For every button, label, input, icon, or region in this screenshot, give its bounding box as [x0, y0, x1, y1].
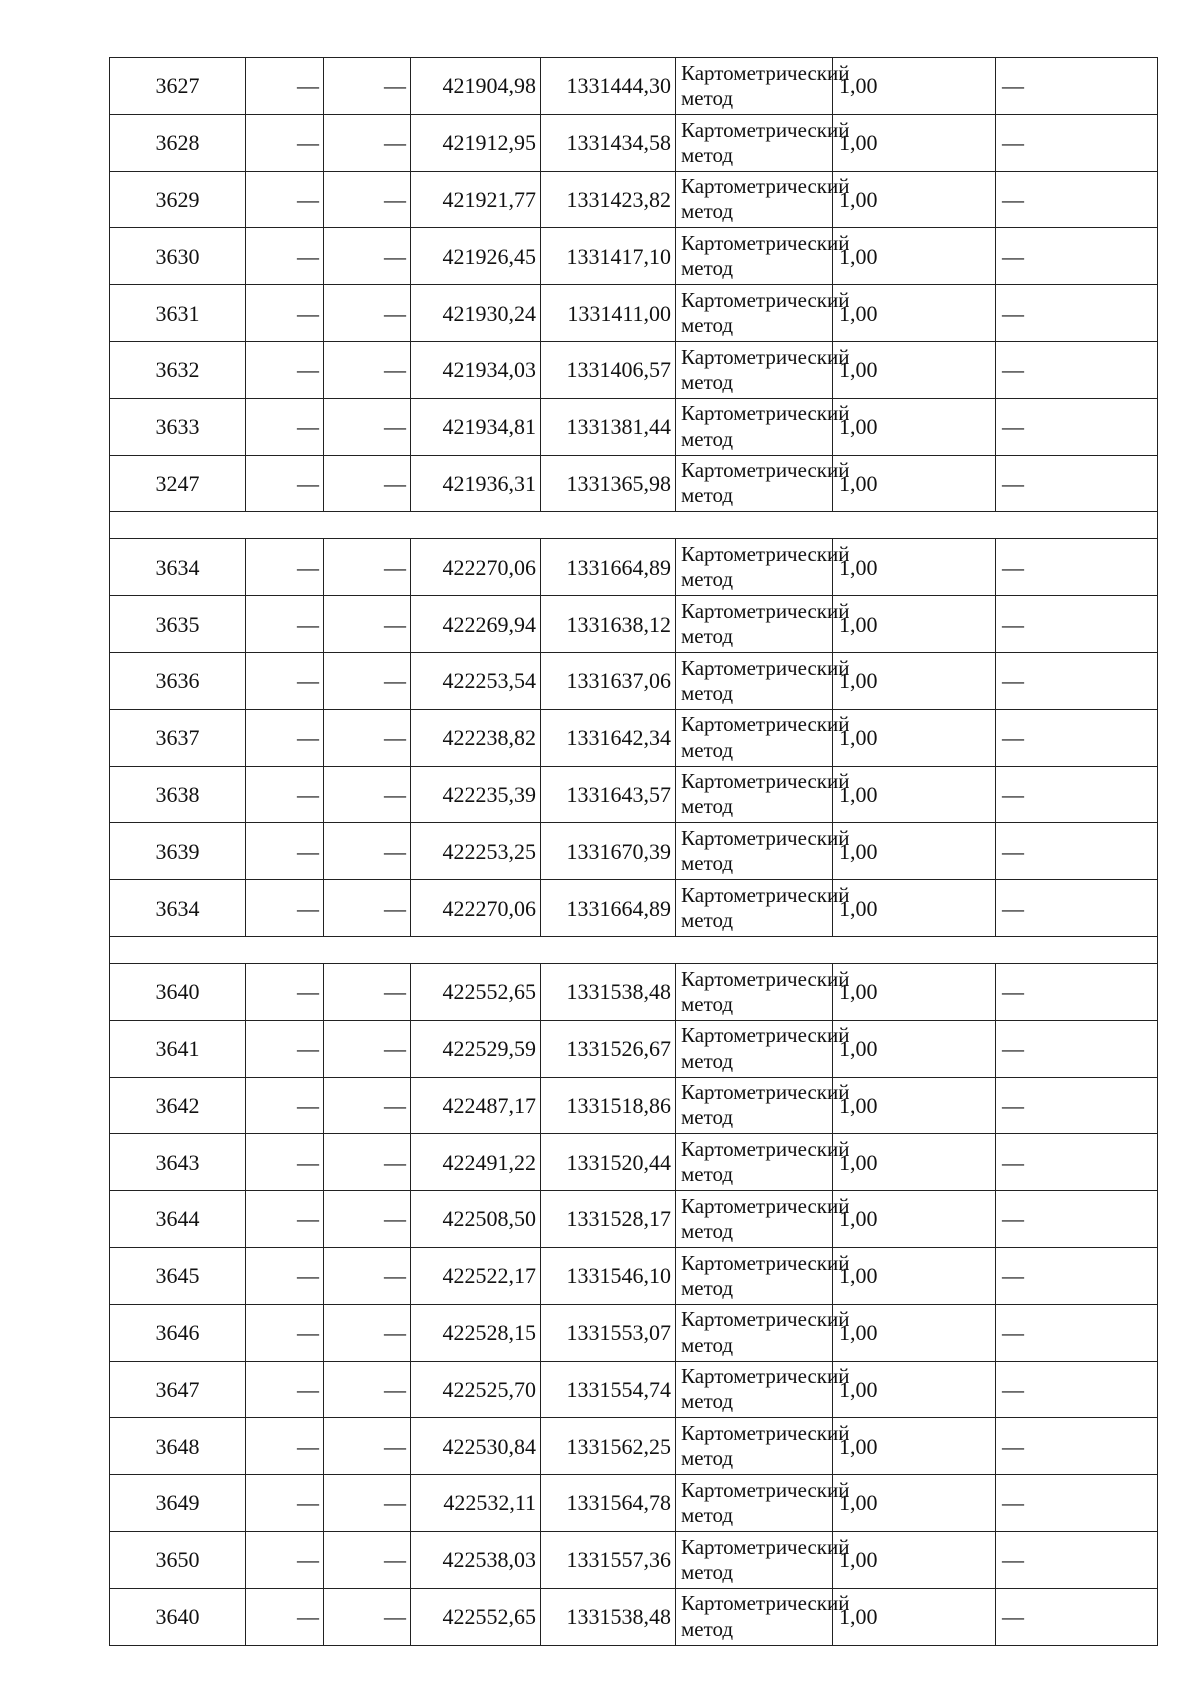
coordinate-x-cell: 422269,94 — [411, 596, 541, 653]
point-number-cell: 3645 — [110, 1247, 246, 1304]
point-number-cell: 3637 — [110, 709, 246, 766]
accuracy-cell: 1,00 — [833, 171, 996, 228]
point-number-cell: 3639 — [110, 823, 246, 880]
accuracy-cell: 1,00 — [833, 652, 996, 709]
method-cell: Картометрический метод — [676, 652, 833, 709]
accuracy-cell: 1,00 — [833, 398, 996, 455]
empty-value-cell: — — [246, 228, 324, 285]
method-cell: Картометрический метод — [676, 285, 833, 342]
empty-value-cell: — — [246, 171, 324, 228]
table-row — [110, 1588, 1158, 1645]
coordinate-x-cell: 421912,95 — [411, 114, 541, 171]
table-row — [110, 1418, 1158, 1475]
description-cell: — — [996, 341, 1158, 398]
empty-value-cell: — — [324, 596, 411, 653]
description-cell: — — [996, 171, 1158, 228]
point-number-cell: 3634 — [110, 880, 246, 937]
empty-value-cell: — — [246, 1361, 324, 1418]
empty-value-cell: — — [246, 539, 324, 596]
table-row — [110, 1077, 1158, 1134]
coordinate-y-cell: 1331538,48 — [541, 963, 676, 1020]
accuracy-cell: 1,00 — [833, 963, 996, 1020]
coordinate-x-cell: 422491,22 — [411, 1134, 541, 1191]
point-number-cell: 3647 — [110, 1361, 246, 1418]
coordinate-y-cell: 1331554,74 — [541, 1361, 676, 1418]
method-cell: Картометрический метод — [676, 709, 833, 766]
coordinate-y-cell: 1331411,00 — [541, 285, 676, 342]
empty-value-cell: — — [324, 823, 411, 880]
empty-value-cell: — — [324, 1475, 411, 1532]
empty-value-cell: — — [246, 766, 324, 823]
empty-value-cell: — — [324, 766, 411, 823]
table-row — [110, 823, 1158, 880]
description-cell: — — [996, 652, 1158, 709]
coordinate-x-cell: 421936,31 — [411, 455, 541, 512]
method-cell: Картометрический метод — [676, 1134, 833, 1191]
empty-value-cell: — — [246, 455, 324, 512]
empty-value-cell: — — [324, 1531, 411, 1588]
empty-value-cell: — — [324, 171, 411, 228]
accuracy-cell: 1,00 — [833, 1304, 996, 1361]
coordinate-y-cell: 1331526,67 — [541, 1020, 676, 1077]
table-body — [110, 58, 1158, 1646]
coordinate-y-cell: 1331528,17 — [541, 1191, 676, 1248]
method-cell: Картометрический метод — [676, 398, 833, 455]
description-cell: — — [996, 285, 1158, 342]
method-cell: Картометрический метод — [676, 823, 833, 880]
coordinate-y-cell: 1331538,48 — [541, 1588, 676, 1645]
point-number-cell: 3634 — [110, 539, 246, 596]
coordinate-x-cell: 421934,81 — [411, 398, 541, 455]
table-row — [110, 171, 1158, 228]
description-cell: — — [996, 455, 1158, 512]
accuracy-cell: 1,00 — [833, 1361, 996, 1418]
coordinate-y-cell: 1331444,30 — [541, 58, 676, 115]
empty-value-cell: — — [324, 1247, 411, 1304]
coordinate-x-cell: 422487,17 — [411, 1077, 541, 1134]
method-cell: Картометрический метод — [676, 766, 833, 823]
coordinate-y-cell: 1331638,12 — [541, 596, 676, 653]
accuracy-cell: 1,00 — [833, 880, 996, 937]
point-number-cell: 3644 — [110, 1191, 246, 1248]
empty-value-cell: — — [246, 285, 324, 342]
point-number-cell: 3640 — [110, 963, 246, 1020]
table-row — [110, 596, 1158, 653]
point-number-cell: 3633 — [110, 398, 246, 455]
empty-value-cell: — — [246, 1531, 324, 1588]
empty-value-cell: — — [324, 880, 411, 937]
coordinate-y-cell: 1331434,58 — [541, 114, 676, 171]
description-cell: — — [996, 1247, 1158, 1304]
table-row — [110, 709, 1158, 766]
method-cell: Картометрический метод — [676, 539, 833, 596]
empty-value-cell: — — [324, 1020, 411, 1077]
empty-value-cell: — — [246, 1304, 324, 1361]
table-row — [110, 1134, 1158, 1191]
point-number-cell: 3641 — [110, 1020, 246, 1077]
coordinate-x-cell: 422552,65 — [411, 1588, 541, 1645]
accuracy-cell: 1,00 — [833, 823, 996, 880]
empty-value-cell: — — [246, 880, 324, 937]
coordinate-y-cell: 1331664,89 — [541, 880, 676, 937]
description-cell: — — [996, 58, 1158, 115]
method-cell: Картометрический метод — [676, 1191, 833, 1248]
table-row — [110, 1361, 1158, 1418]
point-number-cell: 3648 — [110, 1418, 246, 1475]
method-cell: Картометрический метод — [676, 58, 833, 115]
empty-value-cell: — — [324, 652, 411, 709]
coordinate-y-cell: 1331642,34 — [541, 709, 676, 766]
empty-value-cell: — — [246, 963, 324, 1020]
empty-value-cell: — — [246, 1418, 324, 1475]
table-row — [110, 1304, 1158, 1361]
accuracy-cell: 1,00 — [833, 1191, 996, 1248]
empty-value-cell: — — [324, 114, 411, 171]
separator-cell — [110, 936, 1158, 963]
table-row — [110, 58, 1158, 115]
point-number-cell: 3640 — [110, 1588, 246, 1645]
coordinate-x-cell: 422253,25 — [411, 823, 541, 880]
empty-value-cell: — — [324, 1304, 411, 1361]
point-number-cell: 3635 — [110, 596, 246, 653]
point-number-cell: 3632 — [110, 341, 246, 398]
description-cell: — — [996, 823, 1158, 880]
coordinate-x-cell: 422235,39 — [411, 766, 541, 823]
accuracy-cell: 1,00 — [833, 1077, 996, 1134]
empty-value-cell: — — [324, 58, 411, 115]
table-row — [110, 1020, 1158, 1077]
description-cell: — — [996, 114, 1158, 171]
empty-value-cell: — — [246, 58, 324, 115]
coordinate-x-cell: 422552,65 — [411, 963, 541, 1020]
coordinate-y-cell: 1331670,39 — [541, 823, 676, 880]
coordinate-x-cell: 422238,82 — [411, 709, 541, 766]
coordinate-y-cell: 1331381,44 — [541, 398, 676, 455]
description-cell: — — [996, 398, 1158, 455]
accuracy-cell: 1,00 — [833, 1020, 996, 1077]
description-cell: — — [996, 1304, 1158, 1361]
point-number-cell: 3646 — [110, 1304, 246, 1361]
empty-value-cell: — — [246, 114, 324, 171]
accuracy-cell: 1,00 — [833, 1475, 996, 1532]
method-cell: Картометрический метод — [676, 1588, 833, 1645]
coordinate-y-cell: 1331417,10 — [541, 228, 676, 285]
accuracy-cell: 1,00 — [833, 539, 996, 596]
empty-value-cell: — — [246, 709, 324, 766]
accuracy-cell: 1,00 — [833, 1134, 996, 1191]
description-cell: — — [996, 766, 1158, 823]
empty-value-cell: — — [324, 709, 411, 766]
point-number-cell: 3638 — [110, 766, 246, 823]
point-number-cell: 3649 — [110, 1475, 246, 1532]
method-cell: Картометрический метод — [676, 1304, 833, 1361]
empty-value-cell: — — [324, 398, 411, 455]
point-number-cell: 3636 — [110, 652, 246, 709]
accuracy-cell: 1,00 — [833, 766, 996, 823]
coordinate-x-cell: 422538,03 — [411, 1531, 541, 1588]
empty-value-cell: — — [324, 228, 411, 285]
table-row — [110, 1475, 1158, 1532]
point-number-cell: 3627 — [110, 58, 246, 115]
coordinate-y-cell: 1331643,57 — [541, 766, 676, 823]
accuracy-cell: 1,00 — [833, 58, 996, 115]
coordinate-y-cell: 1331664,89 — [541, 539, 676, 596]
coordinate-x-cell: 422530,84 — [411, 1418, 541, 1475]
empty-value-cell: — — [246, 1134, 324, 1191]
coordinate-y-cell: 1331520,44 — [541, 1134, 676, 1191]
point-number-cell: 3628 — [110, 114, 246, 171]
coordinate-x-cell: 421926,45 — [411, 228, 541, 285]
coordinate-y-cell: 1331553,07 — [541, 1304, 676, 1361]
description-cell: — — [996, 596, 1158, 653]
empty-value-cell: — — [246, 1247, 324, 1304]
separator-cell — [110, 512, 1158, 539]
coordinate-y-cell: 1331406,57 — [541, 341, 676, 398]
description-cell: — — [996, 1418, 1158, 1475]
coordinate-y-cell: 1331564,78 — [541, 1475, 676, 1532]
accuracy-cell: 1,00 — [833, 285, 996, 342]
coordinate-x-cell: 421904,98 — [411, 58, 541, 115]
method-cell: Картометрический метод — [676, 1418, 833, 1475]
description-cell: — — [996, 1134, 1158, 1191]
coordinate-x-cell: 421930,24 — [411, 285, 541, 342]
empty-value-cell: — — [246, 1588, 324, 1645]
table-row — [110, 880, 1158, 937]
method-cell: Картометрический метод — [676, 1247, 833, 1304]
accuracy-cell: 1,00 — [833, 455, 996, 512]
coordinate-x-cell: 422525,70 — [411, 1361, 541, 1418]
coordinate-x-cell: 422253,54 — [411, 652, 541, 709]
description-cell: — — [996, 1020, 1158, 1077]
point-number-cell: 3247 — [110, 455, 246, 512]
description-cell: — — [996, 1077, 1158, 1134]
description-cell: — — [996, 1588, 1158, 1645]
point-number-cell: 3630 — [110, 228, 246, 285]
method-cell: Картометрический метод — [676, 171, 833, 228]
empty-value-cell: — — [246, 341, 324, 398]
method-cell: Картометрический метод — [676, 1531, 833, 1588]
description-cell: — — [996, 539, 1158, 596]
method-cell: Картометрический метод — [676, 1475, 833, 1532]
description-cell: — — [996, 1361, 1158, 1418]
method-cell: Картометрический метод — [676, 1077, 833, 1134]
accuracy-cell: 1,00 — [833, 1247, 996, 1304]
coordinate-x-cell: 421921,77 — [411, 171, 541, 228]
method-cell: Картометрический метод — [676, 1361, 833, 1418]
point-number-cell: 3642 — [110, 1077, 246, 1134]
coordinate-y-cell: 1331557,36 — [541, 1531, 676, 1588]
empty-value-cell: — — [324, 455, 411, 512]
point-number-cell: 3650 — [110, 1531, 246, 1588]
accuracy-cell: 1,00 — [833, 114, 996, 171]
empty-value-cell: — — [246, 398, 324, 455]
empty-value-cell: — — [324, 341, 411, 398]
empty-value-cell: — — [324, 1588, 411, 1645]
method-cell: Картометрический метод — [676, 114, 833, 171]
empty-value-cell: — — [324, 1134, 411, 1191]
accuracy-cell: 1,00 — [833, 341, 996, 398]
coordinate-x-cell: 422270,06 — [411, 539, 541, 596]
separator-row — [110, 512, 1158, 539]
coordinate-y-cell: 1331365,98 — [541, 455, 676, 512]
accuracy-cell: 1,00 — [833, 228, 996, 285]
table-row — [110, 228, 1158, 285]
empty-value-cell: — — [324, 1191, 411, 1248]
table-row — [110, 1191, 1158, 1248]
empty-value-cell: — — [246, 1077, 324, 1134]
coordinate-x-cell: 422508,50 — [411, 1191, 541, 1248]
method-cell: Картометрический метод — [676, 341, 833, 398]
separator-row — [110, 936, 1158, 963]
empty-value-cell: — — [324, 1361, 411, 1418]
table-row — [110, 1531, 1158, 1588]
description-cell: — — [996, 880, 1158, 937]
table-row — [110, 285, 1158, 342]
empty-value-cell: — — [324, 285, 411, 342]
accuracy-cell: 1,00 — [833, 596, 996, 653]
method-cell: Картометрический метод — [676, 596, 833, 653]
coordinate-y-cell: 1331423,82 — [541, 171, 676, 228]
table-row — [110, 341, 1158, 398]
description-cell: — — [996, 709, 1158, 766]
description-cell: — — [996, 963, 1158, 1020]
empty-value-cell: — — [246, 823, 324, 880]
table-row — [110, 652, 1158, 709]
table-row — [110, 398, 1158, 455]
description-cell: — — [996, 1531, 1158, 1588]
accuracy-cell: 1,00 — [833, 1531, 996, 1588]
description-cell: — — [996, 228, 1158, 285]
coordinate-x-cell: 422528,15 — [411, 1304, 541, 1361]
coordinate-y-cell: 1331562,25 — [541, 1418, 676, 1475]
coordinate-x-cell: 422529,59 — [411, 1020, 541, 1077]
coordinates-table — [109, 57, 1158, 1646]
description-cell: — — [996, 1475, 1158, 1532]
coordinate-x-cell: 421934,03 — [411, 341, 541, 398]
method-cell: Картометрический метод — [676, 963, 833, 1020]
table-row — [110, 766, 1158, 823]
method-cell: Картометрический метод — [676, 1020, 833, 1077]
table-row — [110, 963, 1158, 1020]
empty-value-cell: — — [324, 963, 411, 1020]
coordinate-x-cell: 422532,11 — [411, 1475, 541, 1532]
method-cell: Картометрический метод — [676, 455, 833, 512]
description-cell: — — [996, 1191, 1158, 1248]
point-number-cell: 3631 — [110, 285, 246, 342]
table-row — [110, 539, 1158, 596]
coordinate-y-cell: 1331637,06 — [541, 652, 676, 709]
empty-value-cell: — — [324, 1418, 411, 1475]
coordinate-y-cell: 1331546,10 — [541, 1247, 676, 1304]
accuracy-cell: 1,00 — [833, 1418, 996, 1475]
empty-value-cell: — — [246, 1020, 324, 1077]
table-row — [110, 455, 1158, 512]
empty-value-cell: — — [246, 1191, 324, 1248]
empty-value-cell: — — [246, 1475, 324, 1532]
accuracy-cell: 1,00 — [833, 1588, 996, 1645]
method-cell: Картометрический метод — [676, 228, 833, 285]
point-number-cell: 3643 — [110, 1134, 246, 1191]
coordinate-x-cell: 422270,06 — [411, 880, 541, 937]
coordinate-y-cell: 1331518,86 — [541, 1077, 676, 1134]
empty-value-cell: — — [246, 596, 324, 653]
method-cell: Картометрический метод — [676, 880, 833, 937]
empty-value-cell: — — [324, 1077, 411, 1134]
accuracy-cell: 1,00 — [833, 709, 996, 766]
table-row — [110, 114, 1158, 171]
table-row — [110, 1247, 1158, 1304]
empty-value-cell: — — [324, 539, 411, 596]
point-number-cell: 3629 — [110, 171, 246, 228]
coordinate-x-cell: 422522,17 — [411, 1247, 541, 1304]
empty-value-cell: — — [246, 652, 324, 709]
